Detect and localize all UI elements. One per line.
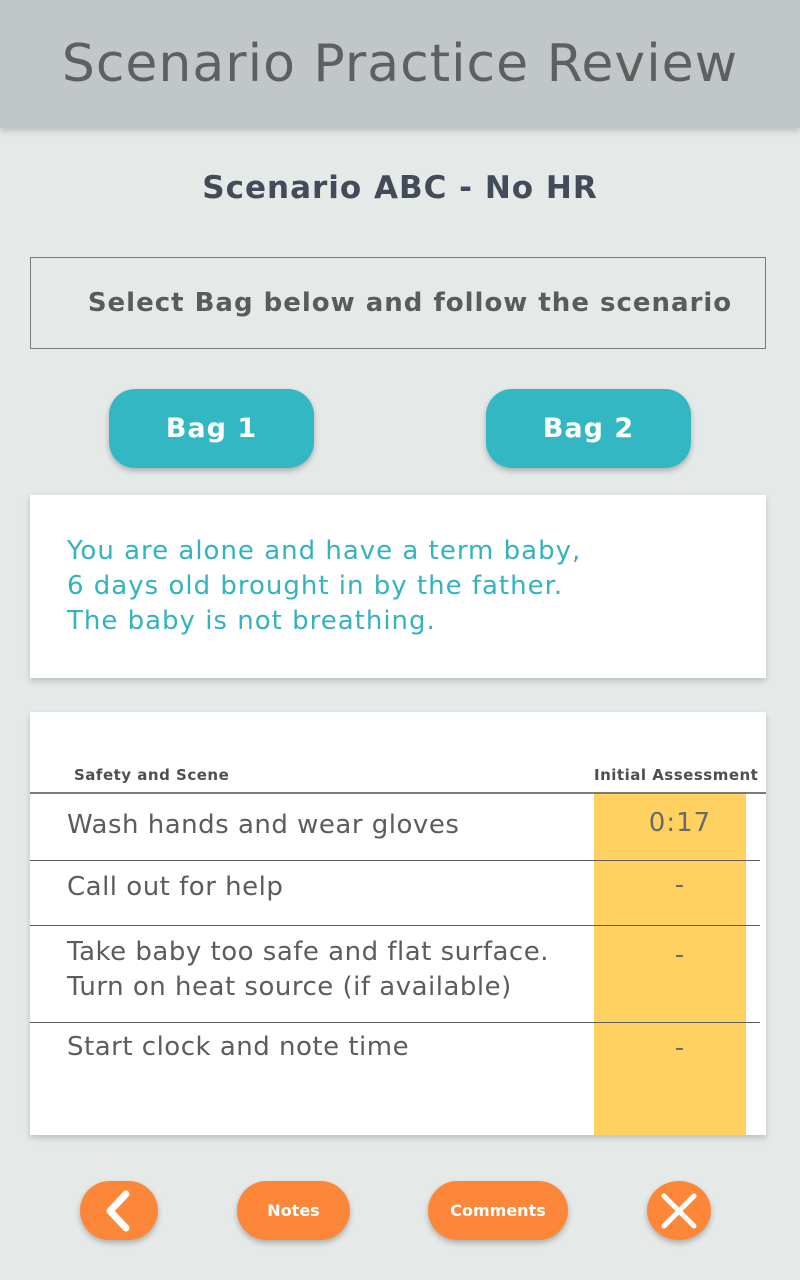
row-divider: [30, 925, 760, 926]
instruction-text: Select Bag below and follow the scenario: [87, 288, 733, 318]
notes-button[interactable]: Notes: [237, 1181, 350, 1240]
chevron-left-icon: [102, 1189, 136, 1233]
table-row-label: Call out for help: [67, 872, 284, 902]
description-line: 6 days old brought in by the father.: [67, 571, 564, 601]
table-row-label: Take baby too safe and flat surface.: [67, 937, 549, 967]
bag-2-button[interactable]: Bag 2: [486, 389, 691, 468]
comments-button[interactable]: Comments: [428, 1181, 568, 1240]
page-title: Scenario Practice Review: [61, 34, 739, 94]
bag-1-button[interactable]: Bag 1: [109, 389, 314, 468]
table-row-value[interactable]: -: [674, 870, 686, 900]
table-row-value[interactable]: -: [674, 1033, 686, 1063]
description-line: The baby is not breathing.: [67, 606, 436, 636]
assessment-table: [30, 712, 766, 1135]
table-row-value[interactable]: -: [674, 940, 686, 970]
table-row-label: Wash hands and wear gloves: [67, 810, 460, 840]
row-divider: [30, 1022, 760, 1023]
table-row-label: Turn on heat source (if available): [67, 972, 512, 1002]
scenario-description-card: [30, 495, 766, 678]
app-header: [0, 0, 800, 128]
back-button[interactable]: [80, 1181, 158, 1240]
description-line: You are alone and have a term baby,: [67, 536, 582, 566]
section-header: Safety and Scene: [74, 766, 230, 784]
column-header: Initial Assessment: [594, 766, 759, 784]
table-row-label: Start clock and note time: [67, 1032, 410, 1062]
scenario-title: Scenario ABC - No HR: [202, 170, 598, 206]
header-divider: [30, 792, 766, 794]
row-divider: [30, 860, 760, 861]
close-button[interactable]: [647, 1181, 711, 1240]
close-icon: [659, 1191, 699, 1231]
table-row-value[interactable]: 0:17: [648, 808, 712, 838]
instruction-box: [30, 257, 766, 349]
